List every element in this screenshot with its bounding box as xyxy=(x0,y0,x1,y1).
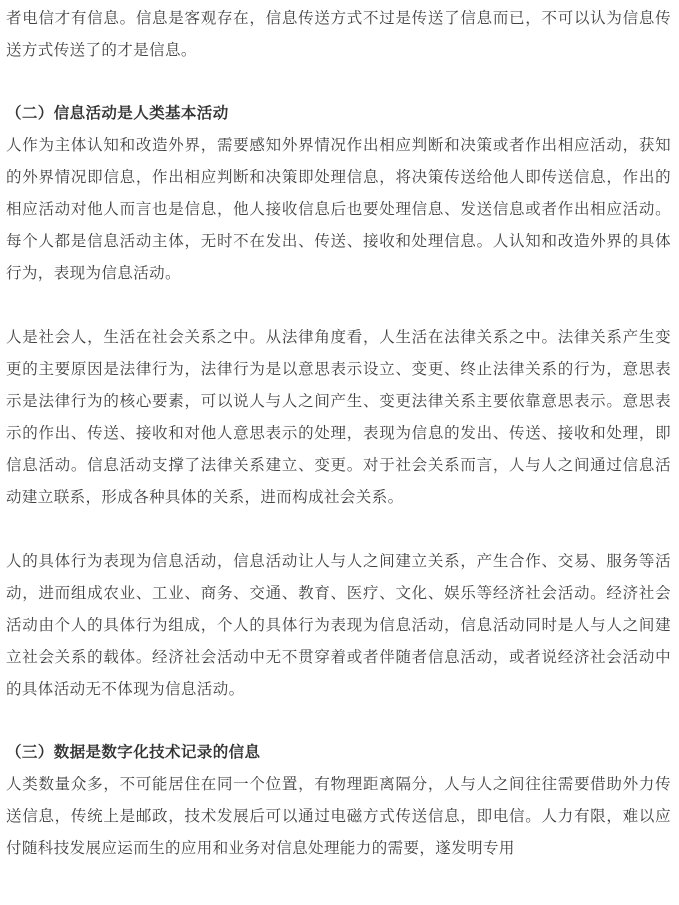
article-body xyxy=(0,2,679,905)
paragraph-3-1: 人类数量众多，不可能居住在同一个位置，有物理距离隔分，人与人之间往往需要借助外力传送信息，传统上是邮政，技术发展后可以通过电磁方式传送信息，即电信。人力有限，难以应付随科技发展应运而生的应用和业务对信息处理能力的需要，遂发明专用 xyxy=(6,775,671,857)
paragraph-intro: 者电信才有信息。信息是客观存在，信息传送方式不过是传送了信息而已，不可以认为信息传送方式传送了的才是信息。 xyxy=(6,9,671,59)
paragraph-2-2: 人是社会人，生活在社会关系之中。从法律角度看，人生活在法律关系之中。法律关系产生变更的主要原因是法律行为，法律行为是以意思表示设立、变更、终止法律关系的行为，意思表示是法律行为的核心要素，可以说人与人之间产生、变更法律关系主要依靠意思表示。意思表示的作出、传送、接收和对他人意思表示的处理，表现为信息的发出、传送、接收和处理，即信息活动。信息活动支撑了法律关系建立、变更。对于社会关系而言，人与人之间通过信息活动建立联系，形成各种具体的关系，进而构成社会关系。 xyxy=(6,328,671,506)
paragraph-2-1: 人作为主体认知和改造外界，需要感知外界情况作出相应判断和决策或者作出相应活动，获知的外界情况即信息，作出相应判断和决策即处理信息，将决策传送给他人即传送信息，作出的相应活动对他人而言也是信息，他人接收信息后也要处理信息、发送信息或者作出相应活动。每个人都是信息活动主体，无时不在发出、传送、接收和处理信息。人认知和改造外界的具体行为，表现为信息活动。 xyxy=(6,136,671,282)
section-heading-2: （二）信息活动是人类基本活动 xyxy=(6,104,229,122)
section-heading-3: （三）数据是数字化技术记录的信息 xyxy=(6,743,261,761)
paragraph-2-3: 人的具体行为表现为信息活动，信息活动让人与人之间建立关系，产生合作、交易、服务等活动，进而组成农业、工业、商务、交通、教育、医疗、文化、娱乐等经济社会活动。经济社会活动由个人的具体行为组成，个人的具体行为表现为信息活动，信息活动同时是人与人之间建立社会关系的载体。经济社会活动中无不贯穿着或者伴随者信息活动，或者说经济社会活动中的具体活动无不体现为信息活动。 xyxy=(6,552,671,698)
